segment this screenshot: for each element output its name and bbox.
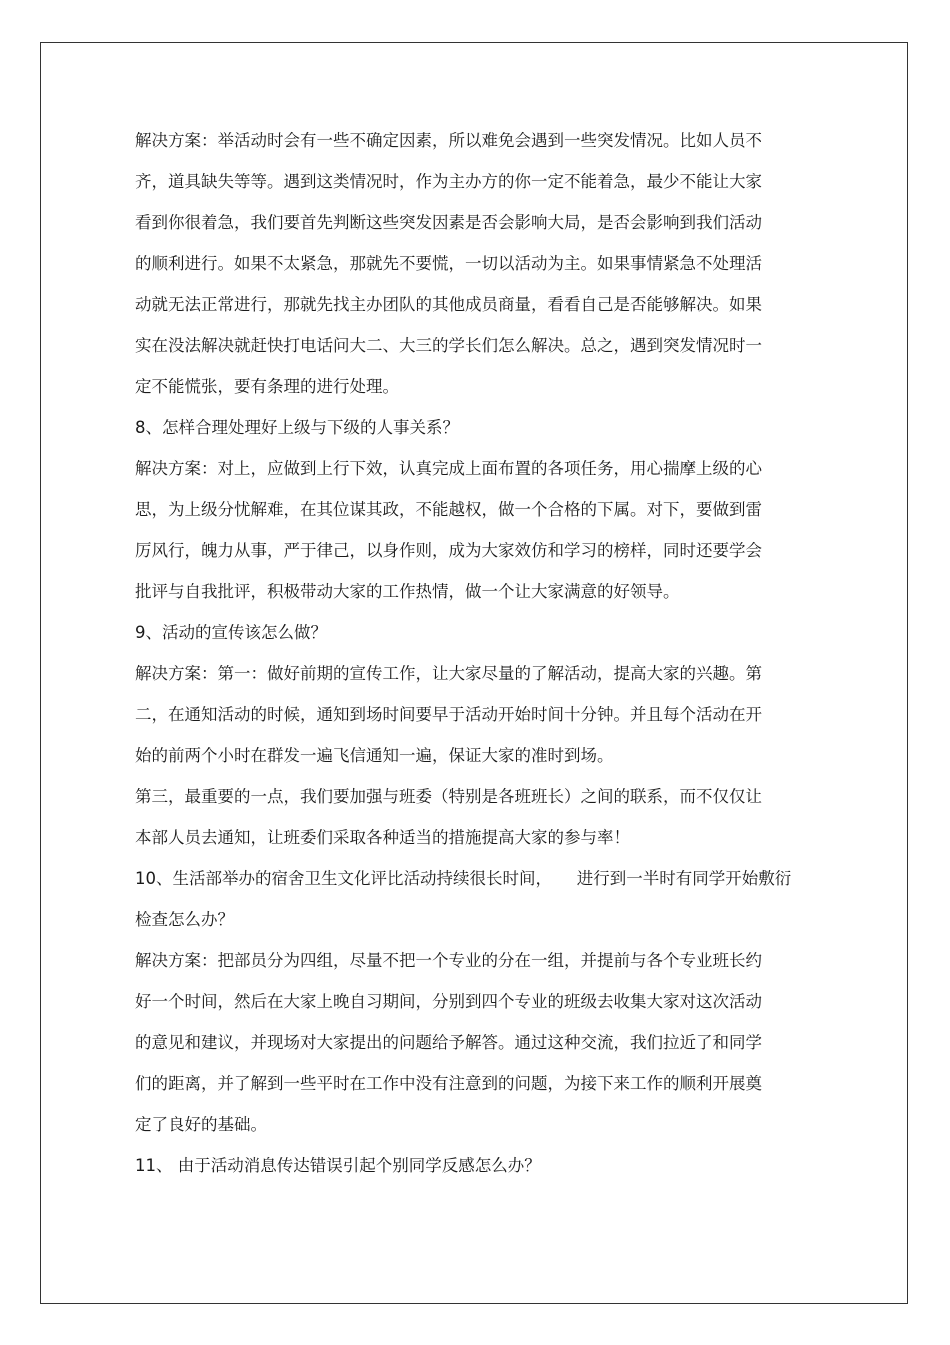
paragraph-line: 看到你很着急，我们要首先判断这些突发因素是否会影响大局，是否会影响到我们活动 [135, 213, 762, 232]
paragraph-line: 第三，最重要的一点，我们要加强与班委（特别是各班班长）之间的联系，而不仅仅让 [135, 787, 762, 806]
paragraph-line: 的顺利进行。如果不太紧急，那就先不要慌，一切以活动为主。如果事情紧急不处理活 [135, 254, 762, 273]
paragraph-line: 厉风行，魄力从事，严于律己，以身作则，成为大家效仿和学习的榜样，同时还要学会 [135, 541, 762, 560]
paragraph-line: 思，为上级分忧解难，在其位谋其政，不能越权，做一个合格的下属。对下，要做到雷 [135, 500, 762, 519]
paragraph-line: 的意见和建议，并现场对大家提出的问题给予解答。通过这种交流，我们拉近了和同学 [135, 1033, 762, 1052]
question-heading-11: 11、 由于活动消息传达错误引起个别同学反感怎么办？ [135, 1156, 541, 1175]
paragraph-line: 解决方案：第一：做好前期的宣传工作，让大家尽量的了解活动，提高大家的兴趣。第 [135, 664, 762, 683]
paragraph-line: 解决方案：举活动时会有一些不确定因素，所以难免会遇到一些突发情况。比如人员不 [135, 131, 762, 150]
document-body [135, 126, 847, 1192]
question-heading-10: 10、生活部举办的宿舍卫生文化评比活动持续很长时间， 进行到一半时有同学开始敷衍 [135, 869, 792, 888]
paragraph-line: 动就无法正常进行，那就先找主办团队的其他成员商量，看看自己是否能够解决。如果 [135, 295, 762, 314]
paragraph-line: 解决方案：对上，应做到上行下效，认真完成上面布置的各项任务，用心揣摩上级的心 [135, 459, 762, 478]
paragraph-line: 好一个时间，然后在大家上晚自习期间，分别到四个专业的班级去收集大家对这次活动 [135, 992, 762, 1011]
paragraph-line: 定不能慌张，要有条理的进行处理。 [135, 377, 399, 396]
paragraph-line: 们的距离，并了解到一些平时在工作中没有注意到的问题，为接下来工作的顺利开展奠 [135, 1074, 762, 1093]
paragraph-line: 实在没法解决就赶快打电话问大二、大三的学长们怎么解决。总之，遇到突发情况时一 [135, 336, 762, 355]
question-heading-10-continued: 检查怎么办？ [135, 910, 234, 929]
paragraph-line: 始的前两个小时在群发一遍飞信通知一遍，保证大家的准时到场。 [135, 746, 614, 765]
question-heading-9: 9、活动的宣传该怎么做？ [135, 623, 327, 642]
paragraph-line: 二，在通知活动的时候，通知到场时间要早于活动开始时间十分钟。并且每个活动在开 [135, 705, 762, 724]
paragraph-line: 解决方案：把部员分为四组，尽量不把一个专业的分在一组，并提前与各个专业班长约 [135, 951, 762, 970]
paragraph-line: 批评与自我批评，积极带动大家的工作热情，做一个让大家满意的好领导。 [135, 582, 680, 601]
question-heading-8: 8、怎样合理处理好上级与下级的人事关系？ [135, 418, 459, 437]
paragraph-line: 齐，道具缺失等等。遇到这类情况时，作为主办方的你一定不能着急，最少不能让大家 [135, 172, 762, 191]
paragraph-line: 定了良好的基础。 [135, 1115, 267, 1134]
paragraph-line: 本部人员去通知，让班委们采取各种适当的措施提高大家的参与率！ [135, 828, 630, 847]
